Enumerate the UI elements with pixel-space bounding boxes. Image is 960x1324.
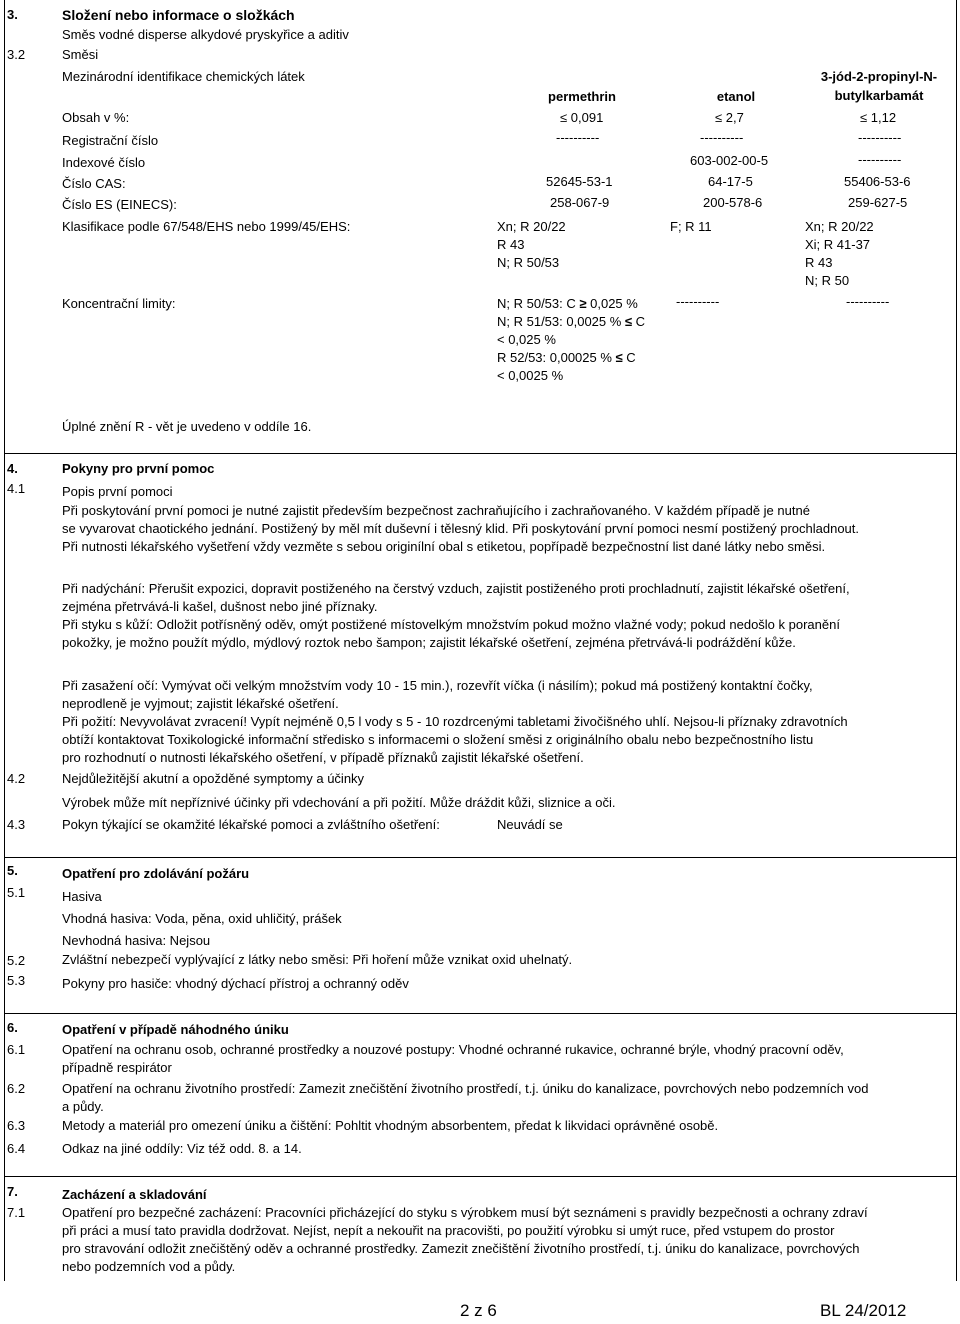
section-7-1-number: 7.1 [7, 1205, 26, 1220]
concentration-limits-ipbc: ---------- [846, 294, 890, 309]
section-3-title: Složení nebo informace o složkách [62, 7, 295, 23]
section-3-number: 3. [7, 7, 18, 22]
column-header-etanol: etanol [716, 89, 756, 104]
section-3-2-title: Směsi [62, 47, 99, 62]
section-4-2-text: Výrobek může mít nepříznivé účinky při vdechování a při požití. Může dráždit kůži, sliznice a oči. [62, 795, 616, 810]
section-7-1-text: Opatření pro bezpečné zacházení: Pracovníci přicházející do styku s výrobkem musí být seznámeni s pravidly bezpečnosti a ochrany zdraví při práci a musí tato pravidla dodržovat. Nejíst, nepít a nekouřit na pracovišti, po použití výrobku si umýt ruce, před vstupem do prostor pro stravování odložit znečištěný oděv a ochranné prostředky. Zamezit znečištění životního prostředí, t.j. úniku do kanalizace, povrchových nebo podzemních vod a půdy. [62, 1205, 868, 1274]
label-concentration-limits: Koncentrační limity: [62, 296, 176, 311]
registration-permethrin: ---------- [556, 130, 600, 145]
registration-ipbc: ---------- [858, 130, 902, 145]
section-6-2-number: 6.2 [7, 1081, 26, 1096]
section-7-title: Zacházení a skladování [62, 1187, 207, 1202]
le-symbol: ≤ [560, 110, 568, 125]
unsuitable-extinguishers: Nevhodná hasiva: Nejsou [62, 933, 211, 948]
cas-etanol: 64-17-5 [708, 174, 753, 189]
r-phrases-note: Úplné znění R - vět je uvedeno v oddíle 16. [62, 419, 312, 434]
section-3-subtitle: Směs vodné disperse alkydové pryskyřice a aditiv [62, 27, 349, 42]
label-content-percent: Obsah v %: [62, 110, 130, 125]
left-border [4, 0, 5, 1281]
first-aid-eyes-ingestion-paragraph: Při zasažení očí: Vymývat oči velkým množstvím vody 10 - 15 min.), rozevřít víčka (i násilím); pokud má postižený kontaktní čočky, neprodleně je vyjmout; zajistit lékařské ošetření. Při požití: Nevyvolávat zvracení! Vypít nejméně 0,5 l vody s 5 - 10 rozdrcenými tabletami živočišného uhlí. Nejsou-li příznaky zdravotních obtíží kontaktovat Toxikologické informační středisko s informacemi o složení směsi z originálního obalu nebo bezpečnostního listu pro rozhodnutí o nutnosti lékařského ošetření, v případě příznaků zajistit lékařské ošetření. [62, 678, 848, 765]
label-cas: Číslo CAS: [62, 176, 126, 191]
right-border [956, 0, 957, 1281]
content-ipbc: ≤ 1,12 [860, 110, 897, 125]
section-4-1-number: 4.1 [7, 481, 26, 496]
section-5-number: 5. [7, 863, 18, 878]
suitable-extinguishers: Vhodná hasiva: Voda, pěna, oxid uhličitý, prášek [62, 911, 342, 926]
section-6-4-text: Odkaz na jiné oddíly: Viz též odd. 8. a 14. [62, 1141, 302, 1156]
column-header-ipbc-line1: 3-jód-2-propinyl-N- [820, 69, 938, 84]
classification-ipbc: Xn; R 20/22 Xi; R 41-37 R 43 N; R 50 [805, 219, 874, 288]
section-divider-5 [5, 857, 956, 858]
section-5-3-text: Pokyny pro hasiče: vhodný dýchací přístroj a ochranný oděv [62, 976, 409, 991]
label-einecs: Číslo ES (EINECS): [62, 197, 177, 212]
section-4-2-number: 4.2 [7, 771, 26, 786]
le-symbol: ≤ [860, 110, 868, 125]
section-5-2-text: Zvláštní nebezpečí vyplývající z látky nebo směsi: Při hoření může vznikat oxid uhelnatý. [62, 952, 573, 967]
section-4-3-value: Neuvádí se [497, 817, 563, 832]
first-aid-inhalation-skin-paragraph: Při nadýchání: Přerušit expozici, dopravit postiženého na čerstvý vzduch, zajistit postiženého proti prochladnutí, zajistit lékařské ošetření, zejména přetrvává-li kašel, dušnost nebo jiné příznaky. Při styku s kůží: Odložit potřísněný oděv, omýt postižené místovelkým množstvím pokud možno vlažné vody; pokud nedošlo k poranění pokožky, je možno použít mýdlo, mýdlový roztok nebo šampon; zajistit lékařské ošetření, zejména přetrvává-li podráždění kůže. [62, 581, 850, 650]
einecs-permethrin: 258-067-9 [550, 195, 610, 210]
content-permethrin: ≤ 0,091 [560, 110, 604, 125]
section-4-title: Pokyny pro první pomoc [62, 461, 215, 476]
section-divider-4 [5, 453, 956, 454]
column-header-permethrin: permethrin [548, 89, 616, 104]
classification-etanol: F; R 11 [670, 219, 712, 234]
concentration-limits-etanol: ---------- [676, 294, 720, 309]
registration-etanol: ---------- [700, 130, 744, 145]
section-6-title: Opatření v případě náhodného úniku [62, 1022, 289, 1037]
section-7-number: 7. [7, 1184, 18, 1199]
label-identification: Mezinárodní identifikace chemických látek [62, 69, 305, 84]
column-header-ipbc-line2: butylkarbamát [834, 88, 924, 103]
section-6-3-text: Metody a materiál pro omezení úniku a čištění: Pohltit vhodným absorbentem, předat k likvidaci oprávněné osobě. [62, 1118, 719, 1133]
section-6-number: 6. [7, 1020, 18, 1035]
section-4-3-number: 4.3 [7, 817, 26, 832]
section-5-1-number: 5.1 [7, 885, 26, 900]
section-6-2-text: Opatření na ochranu životního prostředí: Zamezit znečištění životního prostředí, t.j. úniku do kanalizace, povrchových nebo podzemních vod a půdy. [62, 1081, 869, 1114]
cas-ipbc: 55406-53-6 [844, 174, 911, 189]
section-6-1-number: 6.1 [7, 1042, 26, 1057]
einecs-ipbc: 259-627-5 [848, 195, 908, 210]
le-symbol: ≤ [615, 350, 623, 365]
section-4-3-title: Pokyn týkající se okamžité lékařské pomoci a zvláštního ošetření: [62, 817, 440, 832]
label-registration: Registrační číslo [62, 133, 159, 148]
section-4-1-title: Popis první pomoci [62, 484, 173, 499]
content-etanol: ≤ 2,7 [715, 110, 744, 125]
section-divider-6 [5, 1013, 956, 1014]
cas-permethrin: 52645-53-1 [546, 174, 613, 189]
section-3-2-number: 3.2 [7, 47, 26, 62]
section-5-2-number: 5.2 [7, 953, 26, 968]
section-6-3-number: 6.3 [7, 1118, 26, 1133]
section-4-2-title: Nejdůležitější akutní a opožděné symptomy a účinky [62, 771, 365, 786]
concentration-limits-permethrin: N; R 50/53: C ≥ 0,025 % N; R 51/53: 0,0025 % ≤ C < 0,025 % R 52/53: 0,00025 % ≤ C < 0,0025 % [497, 296, 646, 383]
first-aid-general-paragraph: Při poskytování první pomoci je nutné zajistit především bezpečnost zachraňujícího i zachraňovaného. V každém případě je nutné se vyvarovat chaotického jednání. Postižený by měl mít duševní i tělesný klid. Při poskytování první pomoci nesmí postižený prochladnout. Při nutnosti lékařského vyšetření vždy vezměte s sebou originílní obal s etiketou, popřípadě bezpečnostní list dané látky nebo směsi. [62, 503, 860, 554]
section-6-4-number: 6.4 [7, 1141, 26, 1156]
label-classification: Klasifikace podle 67/548/EHS nebo 1999/45/EHS: [62, 219, 351, 234]
le-symbol: ≤ [715, 110, 723, 125]
label-index: Indexové číslo [62, 155, 146, 170]
page-number: 2 z 6 [460, 1301, 497, 1320]
section-5-title: Opatření pro zdolávání požáru [62, 866, 250, 881]
le-symbol: ≤ [624, 314, 633, 329]
section-5-1-title: Hasiva [62, 889, 102, 904]
classification-permethrin: Xn; R 20/22 R 43 N; R 50/53 [497, 219, 566, 270]
section-6-1-text: Opatření na ochranu osob, ochranné prostředky a nouzové postupy: Vhodné ochranné rukavice, ochranné brýle, vhodný pracovní oděv, případně respirátor [62, 1042, 844, 1075]
section-divider-7 [5, 1176, 956, 1177]
section-5-3-number: 5.3 [7, 973, 26, 988]
einecs-etanol: 200-578-6 [703, 195, 763, 210]
ge-symbol: ≥ [579, 296, 587, 311]
section-4-number: 4. [7, 461, 18, 476]
index-ipbc: ---------- [858, 152, 902, 167]
document-code: BL 24/2012 [820, 1301, 907, 1320]
index-etanol: 603-002-00-5 [690, 153, 769, 168]
